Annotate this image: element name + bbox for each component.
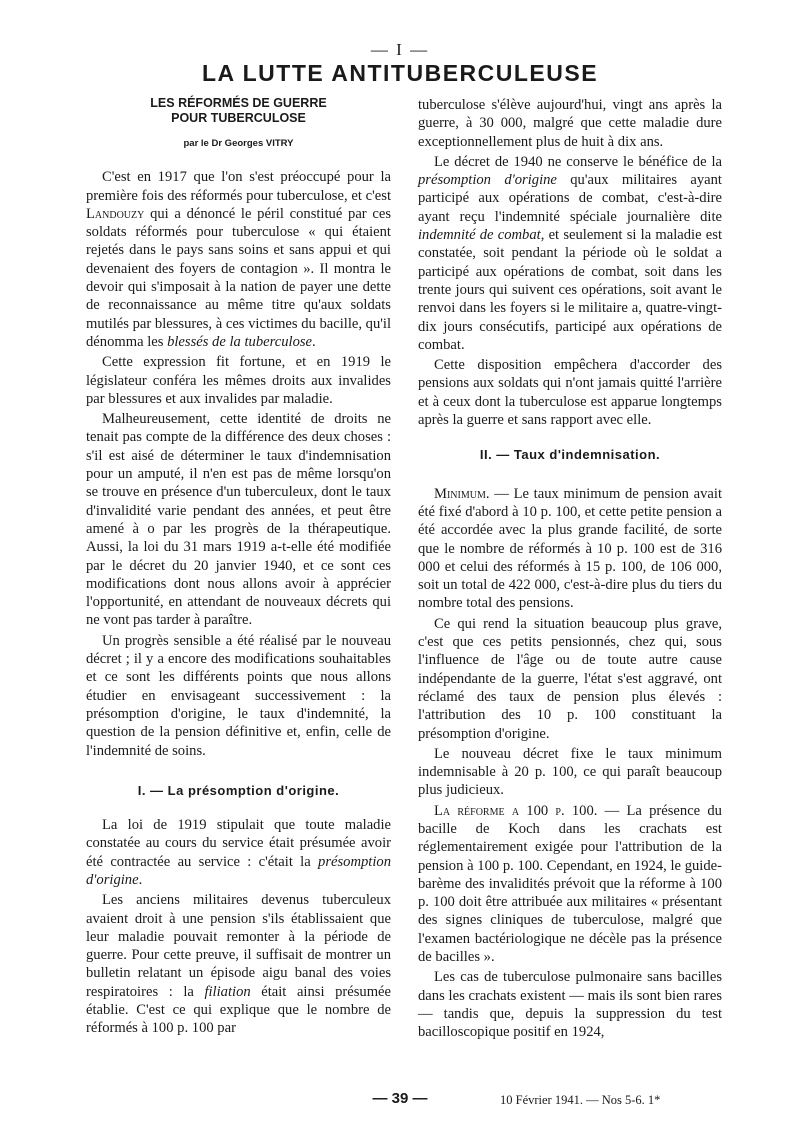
paragraph: Minimum. — Le taux minimum de pension avait été fixé d'abord à 10 p. 100, et cette petite pension a été accordée avec la plus grande facilité, de sorte que le nombre de réformés à 10 p. 100 est de 316 000 et celui des réformés à 15 p. 100, de 106 000, soit un total de 422 000, c'est-à-dire plus du tiers du nombre total des pensions. [418, 485, 722, 612]
paragraph: La loi de 1919 stipulait que toute maladie constatée au cours du service était présumée avoir été contractée au service : c'était la présomption d'origine. [86, 817, 391, 888]
paragraph: Cette disposition empêchera d'accorder des pensions aux soldats qui n'ont jamais quitté l'arrière et à ceux dont la tuberculose est apparue longtemps après la guerre et sans rapport avec elle. [418, 357, 722, 429]
page-marker: — I — [370, 40, 430, 59]
section-heading-1: I. — La présomption d'origine. [137, 782, 340, 798]
paragraph: Malheureusement, cette identité de droits ne tenait pas compte de la différence des deux choses : s'il est aisé de déterminer le taux d'indemnisation pour un amputé, il n'en est pas de même lorsqu'on se trouve en présence d'un tuberculeux, dont le taux d'invalidité varie pendant des années, et peut être amené à o par les progrès de la thérapeutique. Aussi, la loi du 31 mars 1919 a-t-elle été modifiée par le décret du 20 janvier 1940, et ce sont ces modifications dont nous allons avoir à apprécier l'opportunité, en attendant de nouveaux décrets qui ne vont pas tarder à paraître. [86, 411, 391, 629]
left-column [86, 96, 391, 1040]
paragraph: tuberculose s'élève aujourd'hui, vingt ans après la guerre, à 30 000, malgré que cette maladie dure exceptionnellement plus de huit à dix ans. [418, 97, 722, 150]
paragraph: Cette expression fit fortune, et en 1919 le législateur conféra les mêmes droits aux invalides par blessures et aux invalides par maladie. [86, 354, 391, 407]
article-title-line1: LES RÉFORMÉS DE GUERRE [150, 96, 327, 110]
paragraph: La réforme a 100 p. 100. — La présence du bacille de Koch dans les crachats est réglementairement exigée pour l'attribution de la pension à 100 p. 100. Cependant, en 1924, le guide-barème des invalidités prévoit que la réforme à 100 p. 100 doit être attribuée aux militaires « présentant des signes cliniques de tuberculose, malgré que l'examen bactériologique ne décèle pas la présence de bacilles ». [418, 802, 722, 966]
page-number: — 39 — [372, 1090, 428, 1107]
paragraph: Les cas de tuberculose pulmonaire sans bacilles dans les crachats existent — mais ils sont bien rares — tandis que, depuis la suppression du test bacilloscopique positif en 1924, [418, 969, 722, 1041]
journal-title: LA LUTTE ANTITUBERCULEUSE [201, 60, 599, 86]
article-byline: par le Dr Georges VITRY [183, 138, 294, 149]
issue-info: 10 Février 1941. — Nos 5-6. 1* [500, 1093, 661, 1107]
paragraph: Le décret de 1940 ne conserve le bénéfice de la présomption d'origine qu'aux militaires ayant participé aux opérations de combat, c'est-à-dire ayant reçu l'indemnité spéciale journalière dite indemnité de combat, et seulement si la maladie est constatée, soit pendant la période où le soldat a participé aux opérations de combat, soit dans les trente jours qui suivent ces opérations, soit avant le renvoi dans les foyers si le militaire a, quatre-vingt-dix jours consécutifs, participé aux opérations de combat. [418, 153, 722, 353]
article-title-line2: POUR TUBERCULOSE [171, 111, 306, 125]
paragraph: Ce qui rend la situation beaucoup plus grave, c'est que ces petits pensionnés, chez qui, sous l'influence de l'âge ou de toute autre cause indépendante de la guerre, l'état s'est aggravé, ont réclamé des taux de pension plus élevés : l'attribution des 10 p. 100 constituant la présomption d'origine. [418, 615, 722, 742]
paragraph: C'est en 1917 que l'on s'est préoccupé pour la première fois des réformés pour tuberculose, et c'est Landouzy qui a dénoncé le péril constitué par ces soldats réformés pour tuberculose « qui étaient rejetés dans le pays sans soins et sans appui et qui devenaient des foyers de contagion ». Il montra le devoir qui s'imposait à la nation de payer une dette de reconnaissance au même titre qu'aux soldats mutilés par blessures, à ces victimes du bacille, qu'il dénomma les blessés de la tuberculose. [86, 169, 391, 350]
paragraph: Un progrès sensible a été réalisé par le nouveau décret ; il y a encore des modifications souhaitables et ce sont les différents points que nous allons étudier en envisageant successivement : la présomption d'origine, le taux d'indemnité, la question de la pension définitive et, enfin, celle de l'indemnité de soins. [86, 632, 391, 759]
paragraph: Le nouveau décret fixe le taux minimum indemnisable à 20 p. 100, ce qui paraît beaucoup plus judicieux. [418, 745, 722, 799]
right-column [418, 96, 722, 1044]
paragraph: Les anciens militaires devenus tuberculeux avaient droit à une pension s'ils établissaient que leur maladie pouvait remonter à la période de guerre. Pour cette preuve, il suffisait de montrer un bulletin relatant un épisode aigu banal des voies respiratoires : la filiation était ainsi présumée établie. C'est ce qui explique que le nombre de réformés à 100 p. 100 par [86, 892, 391, 1037]
section-heading-2: II. — Taux d'indemnisation. [479, 447, 661, 463]
